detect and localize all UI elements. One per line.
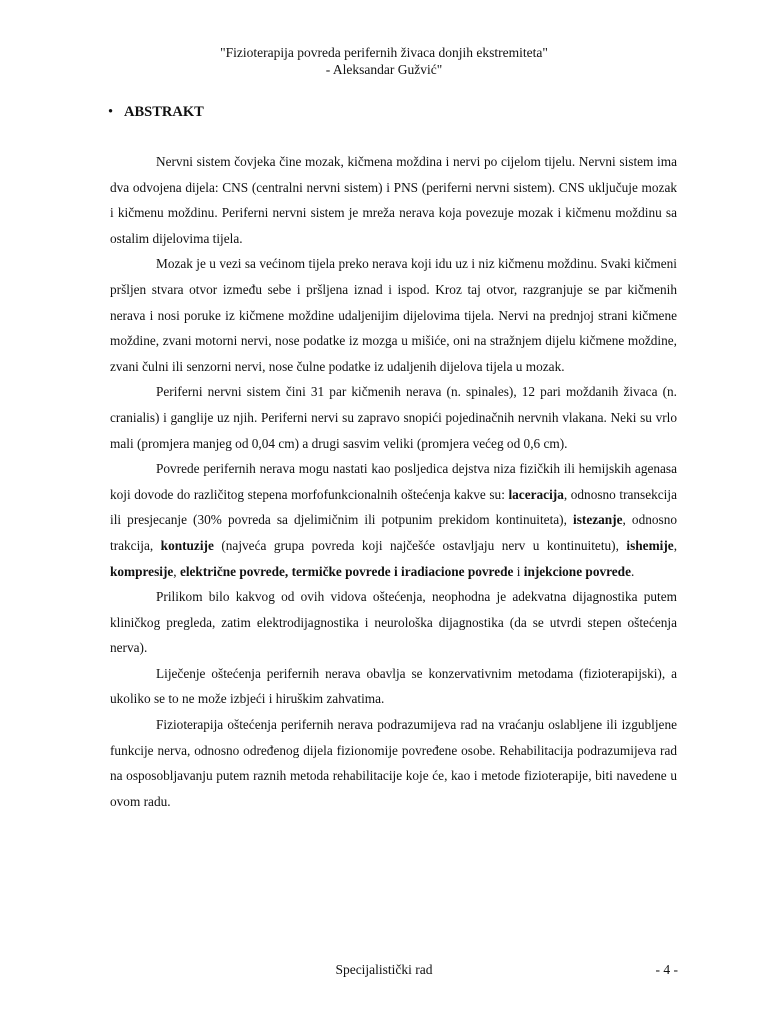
p4-text-6: , <box>173 563 180 579</box>
paragraph-3: Periferni nervni sistem čini 31 par kičmenih nerava (n. spinales), 12 pari moždanih živaca (n. cranialis) i ganglije uz njih. Periferni nervi su zapravo snopići pojedinačnih nervnih vlakana. Neki su vrlo mali (promjera manjeg od 0,04 cm) a drugi sasvim veliki (promjera većeg od 0,6 cm). <box>110 384 677 451</box>
p4-text-4: (najveća grupa povreda koji najčešće ostavljaju nerv u kontinuitetu), <box>213 537 627 553</box>
paragraph-4 <box>110 456 677 584</box>
paragraph-5: Prilikom bilo kakvog od ovih vidova oštećenja, neophodna je adekvatna dijagnostika putem kliničkog pregleda, zatim elektrodijagnostika i neurološka dijagnostika (da se utvrdi stepen oštećenja nerva). <box>110 589 677 656</box>
section-heading <box>108 103 204 121</box>
document-body <box>110 149 677 814</box>
paragraph-7: Fizioterapija oštećenja perifernih nerava podrazumijeva rad na vraćanju oslabljene ili izgubljene funkcije nerva, odnosno određenog dijela fizionomije povređene osobe. Rehabilitacija podrazumijeva rad na osposobljavanju putem raznih metoda rehabilitacije koje će, kao i metode fizioterapije, biti navedene u ovom radu. <box>110 717 677 809</box>
section-heading-text: ABSTRAKT <box>124 104 204 120</box>
term-elektricne-termicke-iradiacione: električne povrede, termičke povrede i iradiacione povrede <box>179 563 514 579</box>
term-kontuzije: kontuzije <box>160 537 214 553</box>
p4-text-7: i <box>513 563 524 579</box>
header-title-line-1: "Fizioterapija povreda perifernih živaca donjih ekstremiteta" <box>220 45 548 60</box>
bullet-icon: • <box>108 104 114 120</box>
p4-text-1: Povrede perifernih nerava mogu nastati kao posljedica dejstva niza fizičkih ili hemijskih agenasa koji dovode do različitog stepena morfofunkcionalnih oštećenja kakve su: <box>110 461 677 502</box>
term-kompresije: kompresije <box>110 563 174 579</box>
term-laceracija: laceracija <box>508 486 564 502</box>
term-istezanje: istezanje <box>573 512 623 528</box>
p4-text-2: , odnosno transekcija ili presjecanje (30% povreda sa djelimičnim ili potpunim prekidom kontinuiteta), <box>110 486 677 528</box>
p4-text-3: , odnosno trakcija, <box>110 512 677 553</box>
p4-text-8: . <box>630 563 635 579</box>
paragraph-1: Nervni sistem čovjeka čine mozak, kičmena moždina i nervi po cijelom tijelu. Nervni sistem ima dva odvojena dijela: CNS (centralni nervni sistem) i PNS (periferni nervni sistem). CNS uključuje mozak i kičmenu moždinu. Periferni nervni sistem je mreža nerava koja povezuje mozak i kičmenu moždinu sa ostalim dijelovima tijela. <box>110 154 677 246</box>
term-ishemije: ishemije <box>626 537 674 553</box>
paragraph-2: Mozak je u vezi sa većinom tijela preko nerava koji idu uz i niz kičmenu moždinu. Svaki kičmeni pršljen stvara otvor između sebe i pršljena iznad i ispod. Kroz taj otvor, razgranjuje se par kičmenih nerava i nosi poruke iz kičmene moždine udaljenijim dijelovima tijela. Nervi na prednjoj strani kičmene moždine, zvani motorni nervi, nose podatke iz mozga u mišiće, oni na stražnjem dijelu kičmene moždine, zvani čulni ili senzorni nervi, nose čulne podatke iz udaljenih dijelova tijela u mozak. <box>110 256 677 374</box>
term-injekcione-povrede: injekcione povrede <box>523 563 631 579</box>
paragraph-6: Liječenje oštećenja perifernih nerava obavlja se konzervativnim metodama (fizioterapijski), a ukoliko se to ne može izbjeći i hiruškim zahvatima. <box>110 665 677 707</box>
page-number: - 4 - <box>655 962 678 977</box>
header-title-line-2: - Aleksandar Gužvić" <box>325 62 443 77</box>
footer-label: Specijalistički rad <box>335 962 433 977</box>
document-header <box>0 44 768 78</box>
p4-text-5: , <box>673 537 678 553</box>
